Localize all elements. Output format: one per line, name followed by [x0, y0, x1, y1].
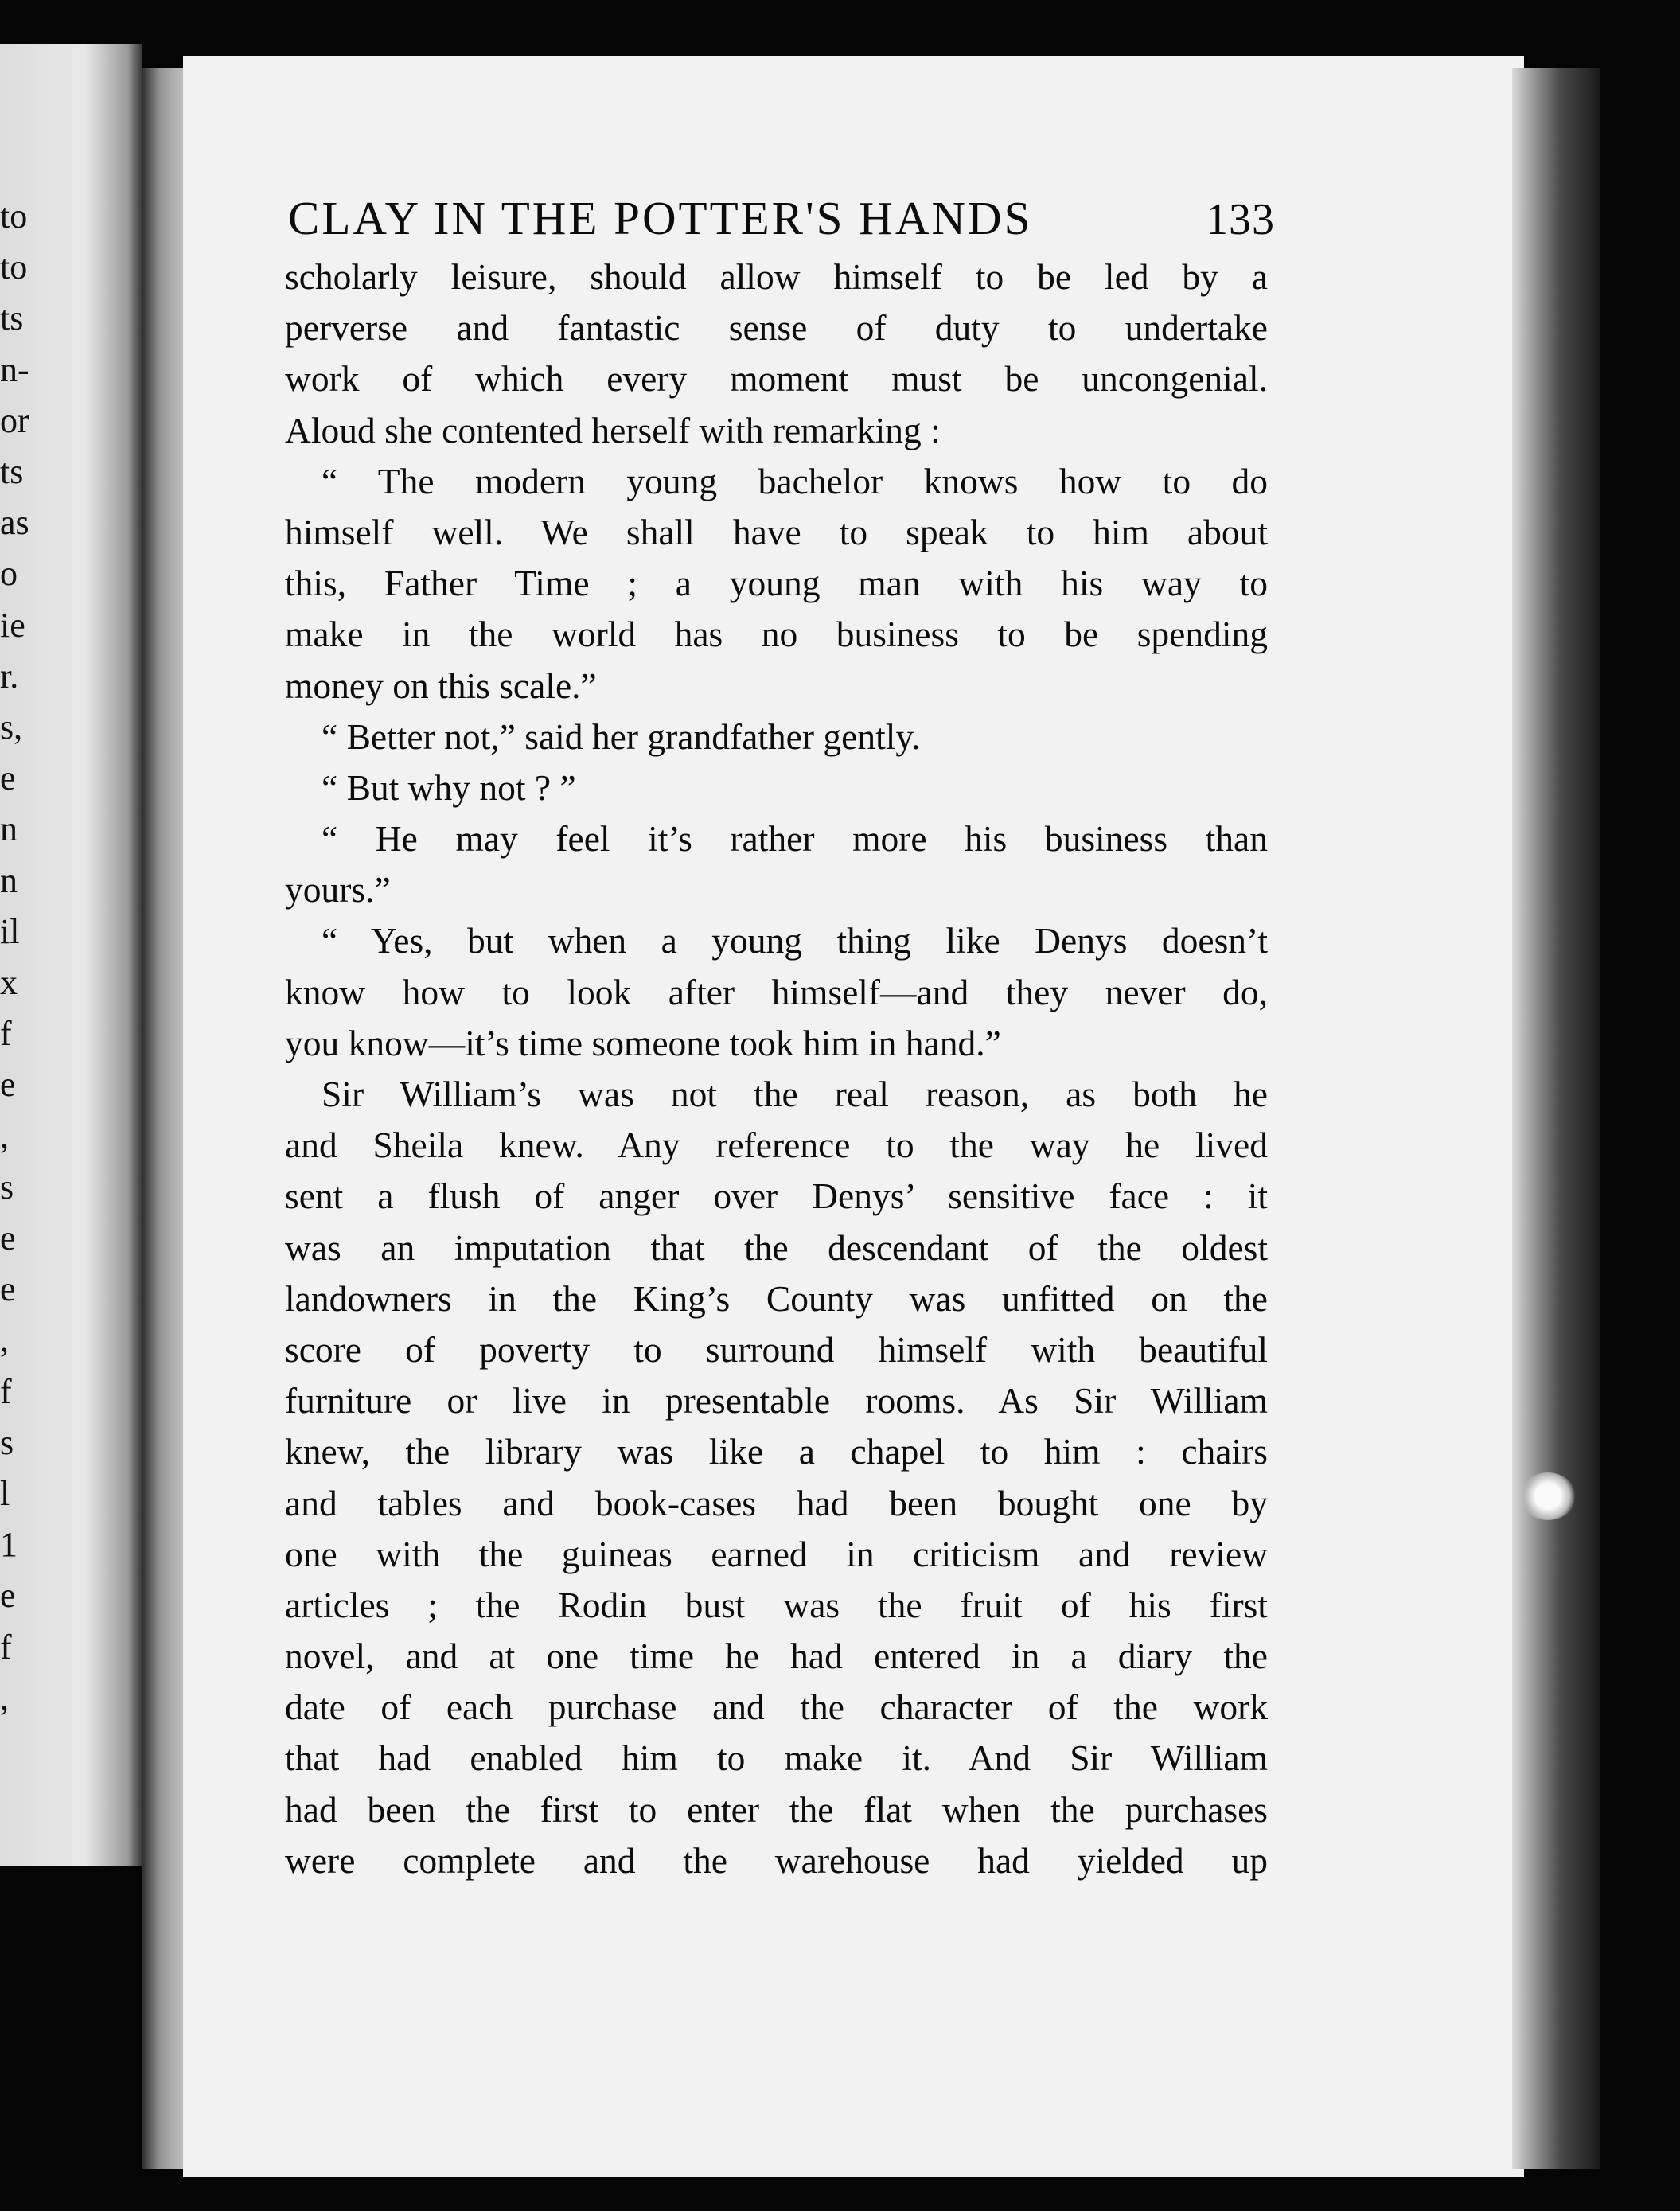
- previous-page-fragment: n: [0, 809, 18, 849]
- previous-page-fragment: il: [0, 911, 20, 951]
- previous-page-fragment: as: [0, 503, 29, 543]
- text-line: furniture or live in presentable rooms. As Sir William: [285, 1380, 1268, 1421]
- previous-page-edge: [0, 44, 142, 1866]
- previous-page-fragment: x: [0, 963, 18, 1002]
- previous-page-fragment: f: [0, 1014, 12, 1054]
- page-number: 133: [1206, 195, 1275, 244]
- previous-page-fragment: l: [0, 1474, 10, 1513]
- text-line: “ Better not,” said her grandfather gently.: [322, 716, 921, 757]
- previous-page-fragment: s,: [0, 708, 23, 747]
- text-line: “ Yes, but when a young thing like Denys doesn’t: [322, 920, 1268, 961]
- previous-page-fragment: e: [0, 1065, 16, 1105]
- text-line: work of which every moment must be uncongenial.: [285, 358, 1268, 400]
- text-line: that had enabled him to make it. And Sir William: [285, 1737, 1268, 1779]
- previous-page-fragment: f: [0, 1371, 12, 1411]
- text-line: this, Father Time ; a young man with his way to: [285, 563, 1268, 604]
- text-line: and tables and book-cases had been bought one by: [285, 1482, 1268, 1523]
- text-line: perverse and fantastic sense of duty to undertake: [285, 307, 1268, 349]
- text-line: scholarly leisure, should allow himself to be led by a: [285, 256, 1268, 297]
- text-line: himself well. We shall have to speak to him about: [285, 511, 1268, 552]
- previous-page-fragment: n-: [0, 349, 29, 389]
- previous-page-fragment: e: [0, 1576, 16, 1616]
- text-line: money on this scale.”: [285, 665, 597, 706]
- previous-page-fragment: f: [0, 1627, 12, 1667]
- running-head: [288, 191, 1275, 246]
- previous-page-fragment: or: [0, 400, 29, 440]
- text-line: Sir William’s was not the real reason, as both he: [322, 1074, 1268, 1114]
- previous-page-fragment: ,: [0, 1116, 9, 1156]
- book-gutter: [142, 68, 189, 2169]
- previous-page-fragment: ts: [0, 298, 24, 338]
- text-line: yours.”: [285, 869, 391, 911]
- previous-page-fragment: ,: [0, 1678, 9, 1718]
- text-line: novel, and at one time he had entered in a diary the: [285, 1636, 1268, 1677]
- text-line: one with the guineas earned in criticism and review: [285, 1533, 1268, 1574]
- text-line: Aloud she contented herself with remarking :: [285, 409, 941, 450]
- previous-page-fragment: s: [0, 1422, 14, 1462]
- page-edge-shadow: [1512, 68, 1600, 2169]
- text-line: you know—it’s time someone took him in hand.”: [285, 1022, 1001, 1063]
- text-line: and Sheila knew. Any reference to the way he lived: [285, 1125, 1268, 1166]
- text-line: “ The modern young bachelor knows how to do: [322, 460, 1268, 501]
- previous-page-fragment: s: [0, 1167, 14, 1207]
- previous-page-fragment: 1: [0, 1525, 18, 1565]
- previous-page-fragment: e: [0, 1219, 16, 1258]
- previous-page-fragment: ts: [0, 452, 24, 491]
- text-line: had been the first to enter the flat when the purchases: [285, 1788, 1268, 1830]
- previous-page-fragment: e: [0, 1269, 16, 1309]
- previous-page-fragment: e: [0, 758, 16, 798]
- previous-page-fragment: o: [0, 554, 18, 594]
- body-text: [285, 252, 1268, 1886]
- previous-page-fragment: ,: [0, 1320, 9, 1360]
- previous-page-fragment: to: [0, 197, 28, 236]
- text-line: knew, the library was like a chapel to him : chairs: [285, 1431, 1268, 1472]
- previous-page-fragment: ie: [0, 605, 25, 645]
- text-line: were complete and the warehouse had yielded up: [285, 1839, 1268, 1881]
- text-line: know how to look after himself—and they never do,: [285, 971, 1268, 1012]
- text-line: articles ; the Rodin bust was the fruit of his first: [285, 1584, 1268, 1625]
- previous-page-fragment: to: [0, 248, 28, 287]
- text-line: make in the world has no business to be spending: [285, 614, 1268, 655]
- previous-page-fragment: n: [0, 860, 18, 900]
- paper-blemish: [1520, 1472, 1576, 1520]
- text-line: was an imputation that the descendant of the oldest: [285, 1226, 1268, 1268]
- running-head-title: CLAY IN THE POTTER'S HANDS: [288, 192, 1033, 244]
- text-line: date of each purchase and the character of the work: [285, 1687, 1268, 1728]
- previous-page-fragment: r.: [0, 656, 19, 696]
- text-line: landowners in the King’s County was unfitted on the: [285, 1277, 1268, 1319]
- text-line: sent a flush of anger over Denys’ sensitive face : it: [285, 1176, 1268, 1217]
- text-line: score of poverty to surround himself with beautiful: [285, 1328, 1268, 1370]
- text-line: “ But why not ? ”: [322, 766, 576, 808]
- text-line: “ He may feel it’s rather more his business than: [322, 818, 1268, 860]
